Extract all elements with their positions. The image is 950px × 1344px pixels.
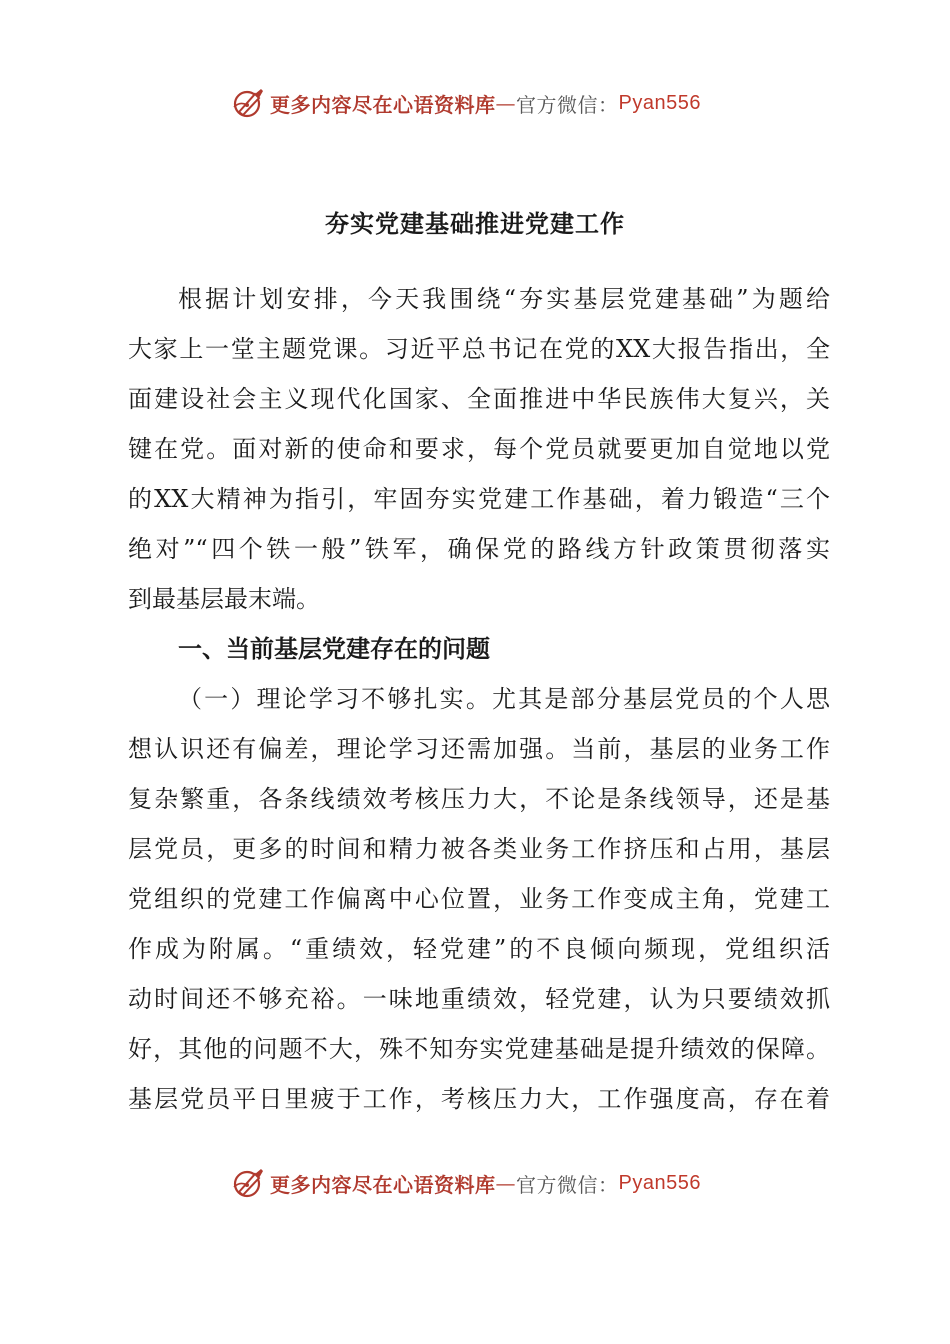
section-line: （一）理论学习不够扎实。尤其是部分基层党员的个人思 xyxy=(178,685,830,713)
section-line: 好，其他的问题不大，殊不知夯实党建基础是提升绩效的保障。 xyxy=(128,1035,830,1063)
section-line: 党组织的党建工作偏离中心位置，业务工作变成主角，党建工 xyxy=(128,885,830,913)
banner-wechat-id: Pyan556 xyxy=(618,1171,701,1194)
intro-line: 到最基层最末端。 xyxy=(128,585,320,613)
intro-line: 大家上一堂主题党课。习近平总书记在党的XX大报告指出，全 xyxy=(128,335,830,363)
intro-line: 的XX大精神为指引，牢固夯实党建工作基础，着力锻造“三个 xyxy=(128,485,830,513)
intro-line: 绝对”“四个铁一般”铁军，确保党的路线方针政策贯彻落实 xyxy=(128,535,830,563)
section-line: 作成为附属。“重绩效，轻党建”的不良倾向频现，党组织活 xyxy=(128,935,830,963)
section-line: 层党员，更多的时间和精力被各类业务工作挤压和占用，基层 xyxy=(128,835,830,863)
banner-wechat-label: 官方微信： xyxy=(516,92,619,117)
document-body xyxy=(128,274,830,1124)
banner-brand: 更多内容尽在心语资料库 xyxy=(270,1172,496,1197)
intro-line: 键在党。面对新的使命和要求，每个党员就要更加自觉地以党 xyxy=(128,435,830,463)
banner-brand: 更多内容尽在心语资料库 xyxy=(270,92,496,117)
banner-wechat-label: 官方微信： xyxy=(516,1172,619,1197)
banner-separator: — xyxy=(495,1171,516,1195)
intro-line: 根据计划安排，今天我围绕“夯实基层党建基础”为题给 xyxy=(178,285,830,313)
pen-nib-logo-icon xyxy=(230,1165,266,1201)
intro-line: 面建设社会主义现代化国家、全面推进中华民族伟大复兴，关 xyxy=(128,385,830,413)
banner-separator: — xyxy=(495,91,516,115)
section-line: 想认识还有偏差，理论学习还需加强。当前，基层的业务工作 xyxy=(128,735,830,763)
banner-wechat-id: Pyan556 xyxy=(618,91,701,114)
section-line: 基层党员平日里疲于工作，考核压力大，工作强度高，存在着 xyxy=(128,1085,830,1113)
footer-banner xyxy=(230,1163,701,1203)
header-banner xyxy=(230,83,701,123)
section-line: 动时间还不够充裕。一味地重绩效，轻党建，认为只要绩效抓 xyxy=(128,985,830,1013)
section-line: 复杂繁重，各条线绩效考核压力大，不论是条线领导，还是基 xyxy=(128,785,830,813)
section-heading: 一、当前基层党建存在的问题 xyxy=(178,635,490,663)
document-title: 夯实党建基础推进党建工作 xyxy=(325,209,625,238)
pen-nib-logo-icon xyxy=(230,85,266,121)
